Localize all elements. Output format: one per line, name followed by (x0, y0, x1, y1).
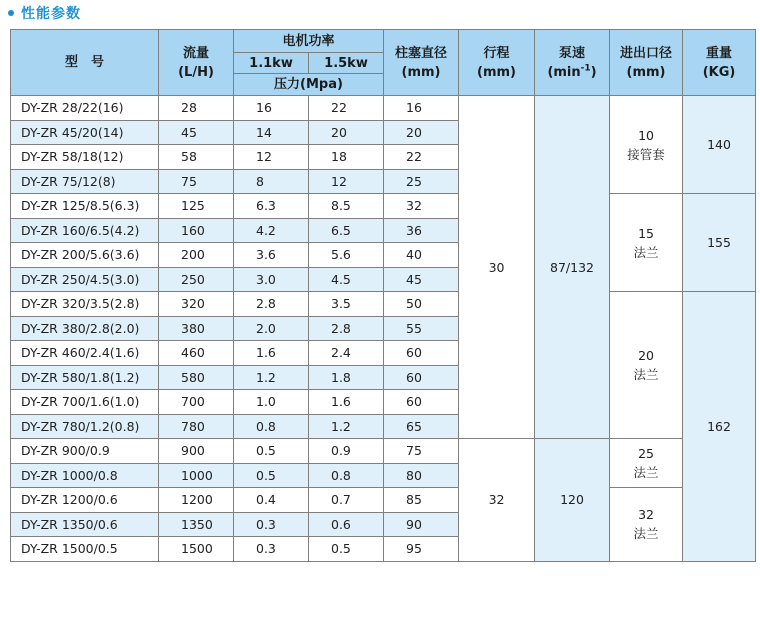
model-cell: DY-ZR 45/20(14) (11, 120, 159, 145)
plunger-cell: 60 (384, 341, 459, 366)
model-cell: DY-ZR 200/5.6(3.6) (11, 243, 159, 268)
pressure-1-1kw-cell: 0.5 (234, 463, 309, 488)
port-cell-4-text: 25 (638, 446, 654, 461)
pressure-1-5kw-cell: 1.8 (309, 365, 384, 390)
header-port: 进出口径 (mm) (610, 30, 683, 96)
port-cell-1-text: 接管套 (627, 146, 665, 162)
pressure-1-5kw-cell: 18 (309, 145, 384, 170)
table-row (11, 488, 756, 513)
pressure-1-5kw-cell: 2.8 (309, 316, 384, 341)
weight-cell-3 (683, 292, 756, 562)
plunger-cell: 80 (384, 463, 459, 488)
pressure-1-5kw-cell: 20 (309, 120, 384, 145)
flow-cell: 900 (159, 439, 234, 464)
model-cell: DY-ZR 320/3.5(2.8) (11, 292, 159, 317)
pressure-1-5kw-cell: 0.5 (309, 537, 384, 562)
header-weight: 重量 (KG) (683, 30, 756, 96)
pressure-1-1kw-cell: 12 (234, 145, 309, 170)
model-cell: DY-ZR 580/1.8(1.2) (11, 365, 159, 390)
table-row (11, 292, 756, 317)
flow-cell: 1350 (159, 512, 234, 537)
plunger-cell: 36 (384, 218, 459, 243)
port-cell-4 (610, 439, 683, 488)
pressure-1-1kw-cell: 14 (234, 120, 309, 145)
pressure-1-1kw-cell: 16 (234, 96, 309, 121)
port-cell-2-text: 法兰 (633, 244, 659, 260)
stroke-cell-b (459, 439, 535, 562)
plunger-cell: 32 (384, 194, 459, 219)
model-cell: DY-ZR 1350/0.6 (11, 512, 159, 537)
model-cell: DY-ZR 125/8.5(6.3) (11, 194, 159, 219)
flow-cell: 320 (159, 292, 234, 317)
pressure-1-1kw-cell: 1.0 (234, 390, 309, 415)
plunger-cell: 90 (384, 512, 459, 537)
pressure-1-5kw-cell: 8.5 (309, 194, 384, 219)
flow-cell: 700 (159, 390, 234, 415)
plunger-cell: 60 (384, 365, 459, 390)
pressure-1-1kw-cell: 3.0 (234, 267, 309, 292)
plunger-cell: 95 (384, 537, 459, 562)
section-heading (6, 2, 81, 24)
pressure-1-5kw-cell: 5.6 (309, 243, 384, 268)
model-cell: DY-ZR 1500/0.5 (11, 537, 159, 562)
weight-cell-1-text: 140 (707, 137, 731, 152)
flow-cell: 45 (159, 120, 234, 145)
pressure-1-1kw-cell: 4.2 (234, 218, 309, 243)
pressure-1-1kw-cell: 2.0 (234, 316, 309, 341)
speed-cell-a-text: 87/132 (550, 259, 594, 275)
stroke-cell-b-text: 32 (488, 492, 505, 508)
model-cell: DY-ZR 58/18(12) (11, 145, 159, 170)
weight-cell-1 (683, 96, 756, 194)
plunger-cell: 20 (384, 120, 459, 145)
flow-cell: 28 (159, 96, 234, 121)
flow-cell: 1500 (159, 537, 234, 562)
model-cell: DY-ZR 28/22(16) (11, 96, 159, 121)
flow-cell: 160 (159, 218, 234, 243)
speed-cell-b (535, 439, 610, 562)
plunger-cell: 75 (384, 439, 459, 464)
weight-cell-3-text: 162 (707, 418, 731, 434)
flow-cell: 1000 (159, 463, 234, 488)
flow-cell: 200 (159, 243, 234, 268)
pressure-1-1kw-cell: 0.4 (234, 488, 309, 513)
pressure-1-5kw-cell: 3.5 (309, 292, 384, 317)
plunger-cell: 85 (384, 488, 459, 513)
pressure-1-5kw-cell: 22 (309, 96, 384, 121)
pressure-1-1kw-cell: 8 (234, 169, 309, 194)
pressure-1-1kw-cell: 3.6 (234, 243, 309, 268)
flow-cell: 250 (159, 267, 234, 292)
speed-cell-b-text: 120 (560, 492, 584, 508)
flow-cell: 580 (159, 365, 234, 390)
plunger-cell: 50 (384, 292, 459, 317)
model-cell: DY-ZR 250/4.5(3.0) (11, 267, 159, 292)
header-power-1-1kw: 1.1kw (234, 53, 309, 74)
table-row (11, 439, 756, 464)
pressure-1-5kw-cell: 0.9 (309, 439, 384, 464)
pressure-1-1kw-cell: 6.3 (234, 194, 309, 219)
pressure-1-1kw-cell: 1.6 (234, 341, 309, 366)
weight-cell-2 (683, 194, 756, 292)
pressure-1-1kw-cell: 2.8 (234, 292, 309, 317)
header-stroke: 行程 (mm) (459, 30, 535, 96)
port-cell-3 (610, 292, 683, 439)
pressure-1-5kw-cell: 0.7 (309, 488, 384, 513)
model-cell: DY-ZR 460/2.4(1.6) (11, 341, 159, 366)
pressure-1-5kw-cell: 0.6 (309, 512, 384, 537)
table-body (11, 96, 756, 562)
flow-cell: 780 (159, 414, 234, 439)
model-cell: DY-ZR 1200/0.6 (11, 488, 159, 513)
header-pressure: 压力(Mpa) (234, 74, 384, 96)
port-cell-2 (610, 194, 683, 292)
flow-cell: 1200 (159, 488, 234, 513)
plunger-cell: 16 (384, 96, 459, 121)
table-row (11, 96, 756, 121)
model-cell: DY-ZR 1000/0.8 (11, 463, 159, 488)
plunger-cell: 65 (384, 414, 459, 439)
pressure-1-1kw-cell: 0.5 (234, 439, 309, 464)
speed-cell-a (535, 96, 610, 439)
port-cell-4-text: 法兰 (633, 465, 659, 480)
table-header (11, 30, 756, 96)
header-motor-power: 电机功率 (234, 30, 384, 53)
header-model: 型 号 (11, 30, 159, 96)
pressure-1-1kw-cell: 0.3 (234, 537, 309, 562)
plunger-cell: 22 (384, 145, 459, 170)
port-cell-1 (610, 96, 683, 194)
flow-cell: 125 (159, 194, 234, 219)
port-cell-5-text: 32 (638, 507, 654, 523)
pressure-1-5kw-cell: 0.8 (309, 463, 384, 488)
plunger-cell: 40 (384, 243, 459, 268)
header-flow: 流量 (L/H) (159, 30, 234, 96)
pressure-1-1kw-cell: 1.2 (234, 365, 309, 390)
stroke-cell-a-text: 30 (488, 259, 505, 275)
pressure-1-5kw-cell: 1.6 (309, 390, 384, 415)
stroke-cell-a (459, 96, 535, 439)
table-row (11, 194, 756, 219)
port-cell-1-text: 10 (638, 127, 654, 143)
port-cell-5-text: 法兰 (633, 526, 659, 542)
model-cell: DY-ZR 700/1.6(1.0) (11, 390, 159, 415)
bullet-dot-icon (8, 10, 14, 16)
plunger-cell: 55 (384, 316, 459, 341)
port-cell-2-text: 15 (638, 225, 654, 241)
pressure-1-5kw-cell: 4.5 (309, 267, 384, 292)
pressure-1-5kw-cell: 2.4 (309, 341, 384, 366)
header-plunger: 柱塞直径 (mm) (384, 30, 459, 96)
flow-cell: 380 (159, 316, 234, 341)
model-cell: DY-ZR 780/1.2(0.8) (11, 414, 159, 439)
pressure-1-5kw-cell: 6.5 (309, 218, 384, 243)
model-cell: DY-ZR 380/2.8(2.0) (11, 316, 159, 341)
model-cell: DY-ZR 160/6.5(4.2) (11, 218, 159, 243)
weight-cell-2-text: 155 (707, 235, 731, 250)
port-cell-5 (610, 488, 683, 562)
pressure-1-5kw-cell: 12 (309, 169, 384, 194)
plunger-cell: 45 (384, 267, 459, 292)
pressure-1-5kw-cell: 1.2 (309, 414, 384, 439)
plunger-cell: 25 (384, 169, 459, 194)
flow-cell: 58 (159, 145, 234, 170)
plunger-cell: 60 (384, 390, 459, 415)
pressure-1-1kw-cell: 0.8 (234, 414, 309, 439)
flow-cell: 75 (159, 169, 234, 194)
pressure-1-1kw-cell: 0.3 (234, 512, 309, 537)
performance-table (10, 29, 756, 562)
model-cell: DY-ZR 900/0.9 (11, 439, 159, 464)
header-pump-speed: 泵速 $(\min^{-1})$ (535, 30, 610, 96)
section-title: 性能参数 (21, 6, 81, 22)
port-cell-3-text: 法兰 (633, 367, 659, 382)
header-power-1-5kw: 1.5kw (309, 53, 384, 74)
port-cell-3-text: 20 (638, 348, 654, 363)
flow-cell: 460 (159, 341, 234, 366)
model-cell: DY-ZR 75/12(8) (11, 169, 159, 194)
